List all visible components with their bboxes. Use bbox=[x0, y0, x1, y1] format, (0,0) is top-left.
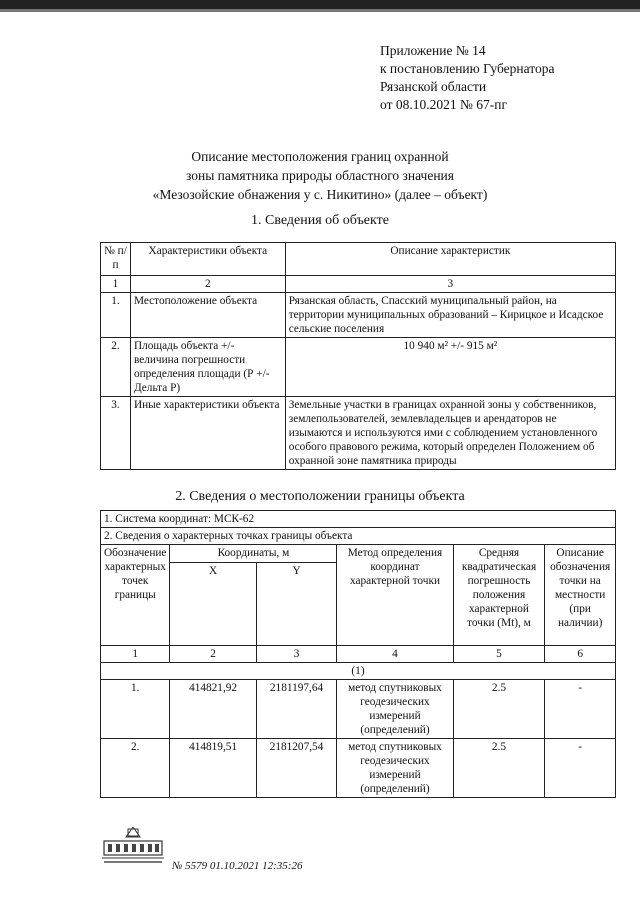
object-info-table bbox=[100, 242, 616, 470]
table-row: 2. Площадь объекта +/- величина погрешности определения площади (Р +/- Дельта Р) 10 940 м² +/- 915 м² bbox=[101, 338, 616, 397]
table-header-row bbox=[101, 243, 616, 276]
appendix-decree: к постановлению Губернатора bbox=[380, 61, 555, 76]
table-row: 2. 414819,51 2181207,54 метод спутниковых геодезических измерений (определений) 2.5 - bbox=[101, 739, 616, 798]
table-row: 1. 414821,92 2181197,64 метод спутниковых геодезических измерений (определений) 2.5 - bbox=[101, 680, 616, 739]
coordinates-table bbox=[100, 510, 616, 798]
header-description: Описание характеристик bbox=[285, 243, 615, 276]
table-number-row: 1 2 3 4 5 6 bbox=[101, 646, 616, 663]
table-row: 1. Местоположение объекта Рязанская область, Спасский муниципальный район, на территории муниципальных образований – Кирицкое и Исадское сельские поселения bbox=[101, 293, 616, 338]
section-2-heading: 2. Сведения о местоположении границы объекта bbox=[175, 489, 465, 504]
table-number-row: 1 2 3 bbox=[101, 276, 616, 293]
table-header-row bbox=[101, 545, 616, 563]
header-point: Обозначение характерных точек границы bbox=[101, 545, 170, 646]
header-x: X bbox=[170, 563, 256, 646]
subtitle-row bbox=[101, 528, 616, 545]
header-characteristic: Характеристики объекта bbox=[130, 243, 285, 276]
header-no: № п/п bbox=[101, 243, 131, 276]
header-y: Y bbox=[256, 563, 337, 646]
coordinate-system: 1. Система координат: МСК-62 bbox=[101, 511, 616, 528]
header-method: Метод определения координат характерной точки bbox=[337, 545, 453, 646]
registration-number: № 5579 01.10.2021 12:35:26 bbox=[172, 860, 303, 872]
group-row bbox=[101, 663, 616, 680]
scan-top-edge-shadow bbox=[0, 9, 640, 12]
scan-top-edge bbox=[0, 0, 640, 9]
header-coordinates: Координаты, м bbox=[170, 545, 337, 563]
header-error: Средняя квадратическая погрешность положения характерной точки (Mt), м bbox=[453, 545, 545, 646]
contour-label: (1) bbox=[101, 663, 616, 680]
appendix-number: Приложение № 14 bbox=[380, 43, 486, 58]
appendix-date: от 08.10.2021 № 67-пг bbox=[380, 97, 507, 112]
table-row: 3. Иные характеристики объекта Земельные участки в границах охранной зоны у собственников, землепользователей, землевладельцев и арендаторов не изымаются и используются ими с соблюдением установленного особого правового режима, который определен Положением об охранной зоне памятника природы bbox=[101, 397, 616, 470]
appendix-region: Рязанской области bbox=[380, 79, 487, 94]
registration-footer bbox=[100, 822, 420, 892]
building-logo-icon bbox=[100, 827, 166, 871]
document-title: Описание местоположения границ охранной зоны памятника природы областного значения «Мезозойские обнажения у с. Никитино» (далее – объект) bbox=[152, 149, 488, 202]
section-1-heading: 1. Сведения об объекте bbox=[251, 213, 389, 228]
coordinate-system-row bbox=[101, 511, 616, 528]
appendix-stamp bbox=[380, 42, 554, 114]
points-subtitle: 2. Сведения о характерных точках границы объекта bbox=[101, 528, 616, 545]
header-point-description: Описание обозначения точки на местности (при наличии) bbox=[545, 545, 616, 646]
